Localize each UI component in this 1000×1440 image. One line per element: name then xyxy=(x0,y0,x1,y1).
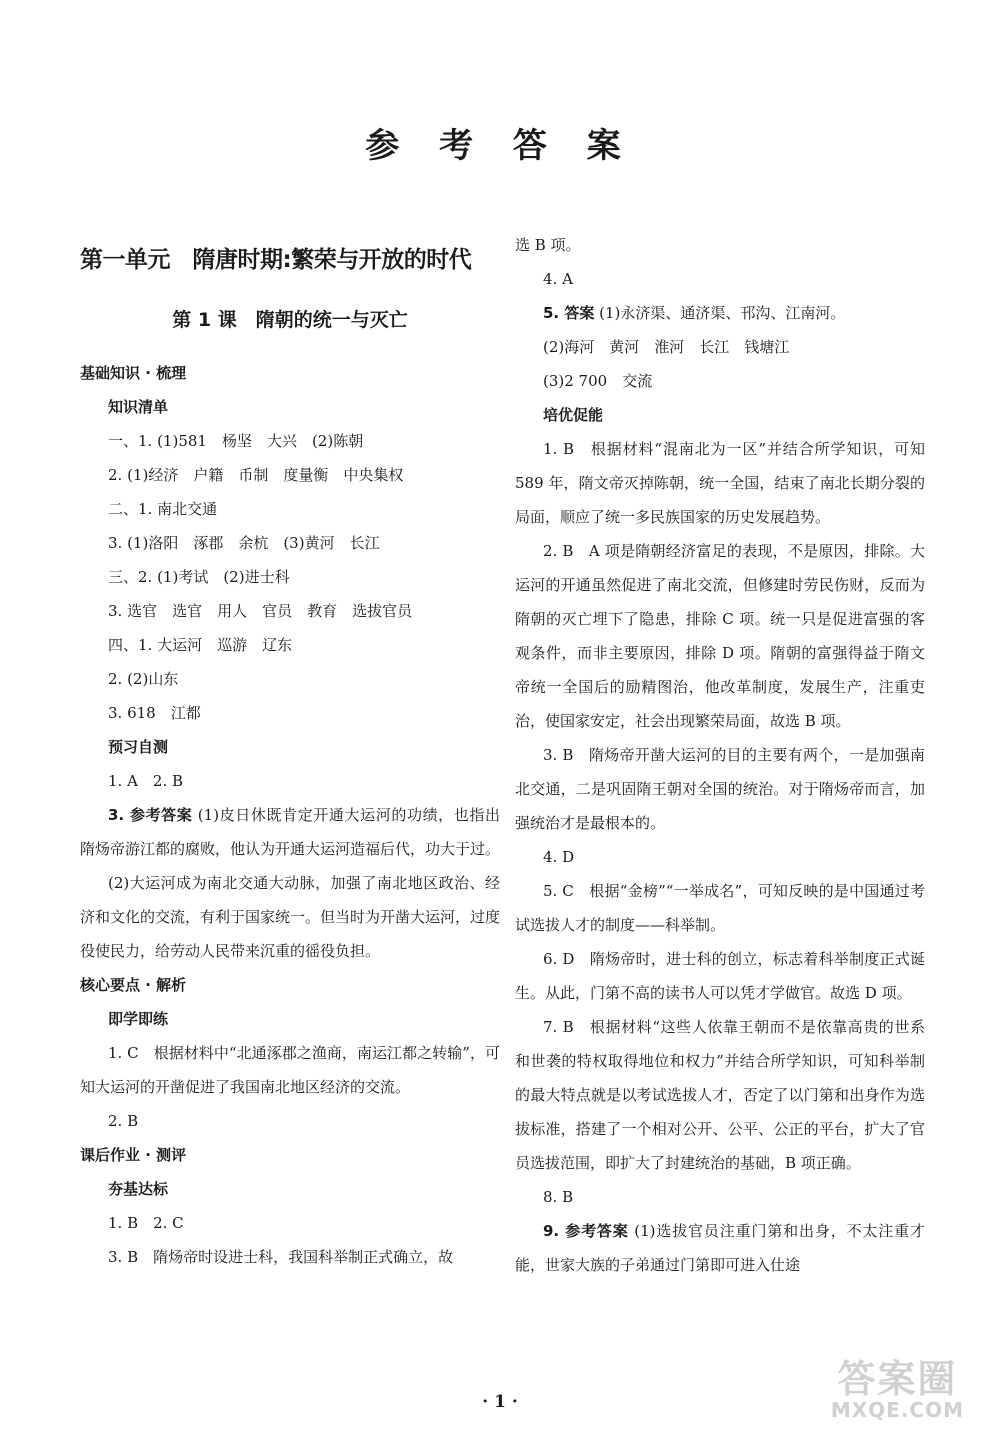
page-number: · 1 · xyxy=(482,1392,518,1412)
answer-paragraph: 6. D 隋炀帝时，进士科的创立，标志着科举制度正式诞生。从此，门第不高的读书人可以凭才学做官。故选 D 项。 xyxy=(515,950,925,1002)
answer-paragraph: 2. B A 项是隋朝经济富足的表现，不是原因，排除。大运河的开通虽然促进了南北交流，但修建时劳民伤财，反而为隋朝的灭亡埋下了隐患，排除 C 项。统一只是促进富强的客观条件，而非主要原因，排除 D 项。隋朝的富强得益于隋文帝统一全国后的励精图治，他改革制度，发展生产，注重吏治，使国家安定，社会出现繁荣局面，故选 B 项。 xyxy=(515,542,925,730)
subsection-heading: 预习自测 xyxy=(108,738,169,756)
subsection-heading: 知识清单 xyxy=(108,398,169,416)
answer-text: (1)选拔官员注重门第和出身，不太注重才能，世家大族的子弟通过门第即可进入仕途 xyxy=(515,1222,925,1274)
answer-line: 二、1. 南北交通 xyxy=(108,500,218,518)
answer-paragraph: 1. B 根据材料“混南北为一区”并结合所学知识，可知 589 年，隋文帝灭掉陈朝，统一全国，结束了南北长期分裂的局面，顺应了统一多民族国家的历史发展趋势。 xyxy=(515,440,925,526)
lesson-title: 第 1 课 隋朝的统一与灭亡 xyxy=(172,309,408,331)
answer-paragraph xyxy=(80,798,500,866)
answer-line: 1. A 2. B xyxy=(108,772,184,790)
answer-line: 2. (1)经济 户籍 币制 度量衡 中央集权 xyxy=(108,466,404,484)
answer-paragraph: 3. B 隋炀帝开凿大运河的目的主要有两个，一是加强南北交通，二是巩固隋王朝对全国的统治。对于隋炀帝而言，加强统治才是最根本的。 xyxy=(515,746,925,832)
right-column xyxy=(515,228,925,1282)
answer-line: 四、1. 大运河 巡游 辽东 xyxy=(108,636,293,654)
answer-line: 2. B xyxy=(108,1112,139,1130)
answer-paragraph xyxy=(515,1214,925,1282)
answer-line: 三、2. (1)考试 (2)进士科 xyxy=(108,568,290,586)
answer-paragraph: 1. C 根据材料中“北通涿郡之渔商，南运江都之转输”，可知大运河的开凿促进了我国南北地区经济的交流。 xyxy=(80,1044,500,1096)
answer-line: 3. 选官 选官 用人 官员 教育 选拔官员 xyxy=(108,602,413,620)
answer-line: 4. A xyxy=(543,270,573,288)
subsection-heading: 夯基达标 xyxy=(108,1180,169,1198)
answer-paragraph: 5. C 根据“金榜”“一举成名”，可知反映的是中国通过考试选拔人才的制度——科举制。 xyxy=(515,882,925,934)
subsection-heading: 即学即练 xyxy=(108,1010,169,1028)
answer-paragraph: 7. B 根据材料“这些人依靠王朝而不是依靠高贵的世系和世袭的特权取得地位和权力”并结合所学知识，可知科举制的最大特点就是以考试选拔人才，否定了以门第和出身作为选拔标准，搭建了一个相对公开、公平、公正的平台，扩大了官员选拔范围，即扩大了封建统治的基础，B 项正确。 xyxy=(515,1018,925,1172)
watermark-text: 答案圈 xyxy=(837,1357,958,1401)
unit-title: 第一单元 隋唐时期:繁荣与开放的时代 xyxy=(80,247,472,273)
watermark-logo xyxy=(830,1357,964,1422)
answer-line: 4. D xyxy=(543,848,575,866)
answer-label: 5. 答案 xyxy=(543,304,595,322)
answer-paragraph: (2)大运河成为南北交通大动脉，加强了南北地区政治、经济和文化的交流，有利于国家统一。但当时为开凿大运河，过度役使民力，给劳动人民带来沉重的徭役负担。 xyxy=(80,874,501,960)
answer-paragraph: 选 B 项。 xyxy=(515,236,581,254)
answer-line: 2. (2)山东 xyxy=(108,670,179,688)
answer-line: 1. B 2. C xyxy=(108,1214,184,1232)
watermark-url: MXQE.COM xyxy=(830,1398,964,1422)
answer-label: 9. 参考答案 xyxy=(543,1222,629,1240)
page-title: 参 考 答 案 xyxy=(365,126,635,166)
answer-line: 8. B xyxy=(543,1188,574,1206)
answer-line xyxy=(515,296,925,330)
section-heading: 课后作业 · 测评 xyxy=(80,1146,187,1164)
answer-line: 3. 618 江都 xyxy=(108,704,201,722)
answer-line: 3. (1)洛阳 涿郡 余杭 (3)黄河 长江 xyxy=(108,534,380,552)
answer-line: 一、1. (1)581 杨坚 大兴 (2)陈朝 xyxy=(108,432,364,450)
left-column xyxy=(80,228,500,1274)
section-heading: 基础知识 · 梳理 xyxy=(80,364,187,382)
answer-line: (2)海河 黄河 淮河 长江 钱塘江 xyxy=(543,338,790,356)
answer-label: 3. 参考答案 xyxy=(108,806,193,824)
answer-text: (1)永济渠、通济渠、邗沟、江南河。 xyxy=(599,304,846,322)
answer-line: (3)2 700 交流 xyxy=(543,372,653,390)
subsection-heading: 培优促能 xyxy=(543,406,604,424)
section-heading: 核心要点 · 解析 xyxy=(80,976,187,994)
answer-text: (1)皮日休既肯定开通大运河的功绩，也指出隋炀帝游江都的腐败，他认为开通大运河造福后代，功大于过。 xyxy=(80,806,501,858)
answer-paragraph: 3. B 隋炀帝时设进士科，我国科举制正式确立，故 xyxy=(108,1248,454,1266)
